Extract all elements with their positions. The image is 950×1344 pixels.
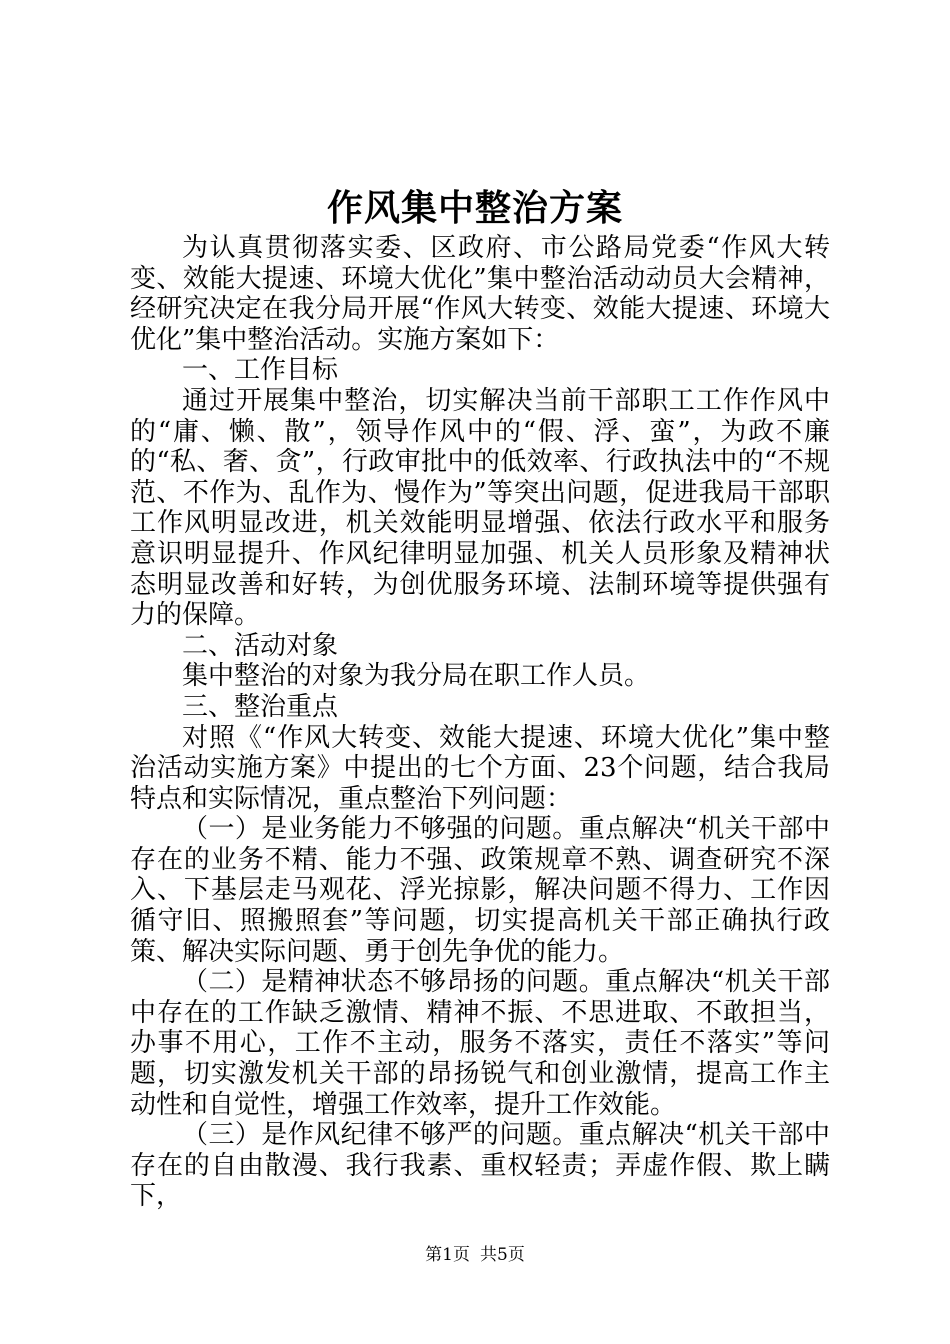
activity-target-paragraph: 集中整治的对象为我分局在职工作人员。 (182, 661, 651, 692)
issue-item-2: （二）是精神状态不够昂扬的问题。重点解决“机关干部中存在的工作缺乏激情、精神不振、不思进取、不敢担当，办事不用心，工作不主动，服务不落实，责任不落实”等问题，切实激发机关干部的昂扬锐气和创业激情，提高工作主动性和自觉性，增强工作效率，提升工作效能。 (130, 967, 830, 1120)
issue-item-1: （一）是业务能力不够强的问题。重点解决“机关干部中存在的业务不精、能力不强、政策规章不熟、调查研究不深入、下基层走马观花、浮光掠影，解决问题不得力、工作因循守旧、照搬照套”等问题，切实提高机关干部正确执行政策、解决实际问题、勇于创先争优的能力。 (130, 814, 830, 967)
issue-item-3: （三）是作风纪律不够严的问题。重点解决“机关干部中存在的自由散漫、我行我素、重权轻责；弄虚作假、欺上瞒下， (130, 1120, 830, 1212)
work-goals-paragraph: 通过开展集中整治，切实解决当前干部职工工作作风中的“庸、懒、散”，领导作风中的“假、浮、蛮”，为政不廉的“私、奢、贪”，行政审批中的低效率、行政执法中的“不规范、不作为、乱作为、慢作为”等突出问题，促进我局干部职工作风明显改进，机关效能明显增强、依法行政水平和服务意识明显提升、作风纪律明显加强、机关人员形象及精神状态明显改善和好转，为创优服务环境、法制环境等提供强有力的保障。 (130, 385, 830, 631)
document-body (130, 233, 830, 1212)
page-footer (0, 1244, 950, 1266)
section-heading-work-goals: 一、工作目标 (182, 355, 339, 386)
section-heading-activity-target: 二、活动对象 (182, 630, 339, 661)
section-heading-key-points: 三、整治重点 (182, 691, 339, 722)
document-title: 作风集中整治方案 (326, 187, 623, 229)
page-number-current: 第1页 (425, 1245, 470, 1265)
key-points-paragraph: 对照《“作风大转变、效能大提速、环境大优化”集中整治活动实施方案》中提出的七个方面、23个问题，结合我局特点和实际情况，重点整治下列问题： (130, 722, 830, 814)
page-number-total: 共5页 (480, 1245, 525, 1265)
intro-paragraph: 为认真贯彻落实委、区政府、市公路局党委“作风大转变、效能大提速、环境大优化”集中整治活动动员大会精神，经研究决定在我分局开展“作风大转变、效能大提速、环境大优化”集中整治活动。实施方案如下： (130, 233, 830, 355)
